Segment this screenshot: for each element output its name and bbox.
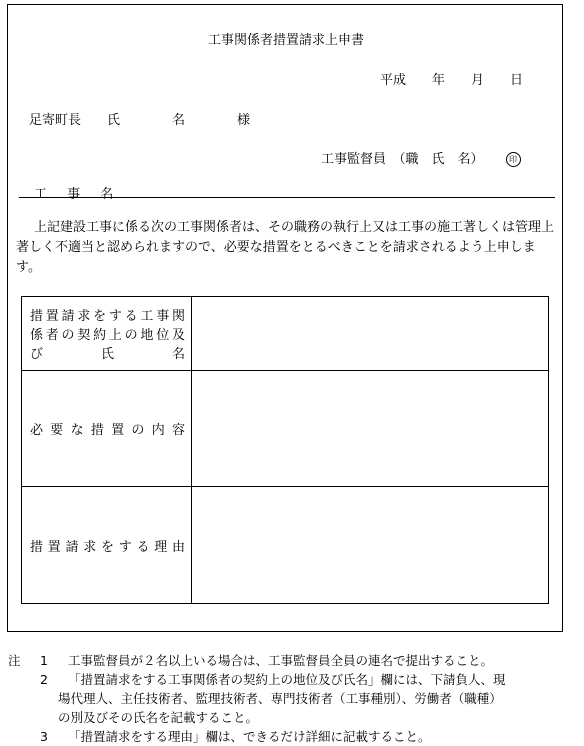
label-line: 措置請求をする理由 [30, 539, 185, 555]
document-title: 工事関係者措置請求上申書 [207, 33, 364, 48]
form-frame [7, 4, 563, 632]
table-row [22, 487, 549, 604]
row-label-position-name [22, 297, 192, 371]
date-line: 平成 年 月 日 [380, 73, 524, 88]
seal-icon: 印 [506, 152, 521, 167]
value-cell-position-name[interactable] [192, 297, 549, 371]
note-text: 工事監督員が２名以上いる場合は、工事監督員全員の連名で提出すること。 [68, 653, 494, 668]
note-3 [8, 727, 578, 746]
note-text: 「措置請求をする理由」欄は、できるだけ詳細に記載すること。 [68, 729, 431, 744]
label-line: 必要な措置の内容 [30, 423, 185, 438]
note-1 [8, 651, 578, 670]
table-row [22, 371, 549, 487]
note-number: 3 [40, 729, 48, 744]
row-label-measures [22, 371, 192, 487]
value-cell-measures[interactable] [192, 371, 549, 487]
note-number: 2 [40, 672, 48, 687]
notes-section [8, 651, 578, 746]
row-label-reason [22, 487, 192, 604]
note-text: 「措置請求をする工事関係者の契約上の地位及び氏名」欄には、下請負人、現 [68, 672, 506, 687]
note-text: 場代理人、主任技術者、監理技術者、専門技術者（工事種別）、労働者（職種） [58, 691, 502, 706]
label-line: び 氏 名 [30, 347, 185, 362]
project-name-label: 工 事 名 [34, 187, 122, 202]
addressee-line: 足寄町長 氏 名 様 [29, 113, 251, 128]
note-2 [8, 670, 578, 689]
request-table [21, 296, 549, 604]
table-row [22, 297, 549, 371]
note-text: の別及びその氏名を記載すること。 [58, 710, 259, 725]
note-number: 1 [40, 653, 48, 668]
note-2-cont [8, 689, 578, 708]
label-line: 措置請求をする工事関 [30, 309, 185, 324]
label-line: 係者の契約上の地位及 [30, 328, 185, 343]
request-body-text: 上記建設工事に係る次の工事関係者は、その職務の執行上又は工事の施工著しくは管理上著しく不適当と認められますので、必要な措置をとるべきことを請求されるよう上申します。 [16, 220, 555, 275]
note-2-cont [8, 708, 578, 727]
project-name-underline [19, 197, 555, 198]
inspector-label: 工事監督員 （職 氏 名） [321, 152, 484, 167]
value-cell-reason[interactable] [192, 487, 549, 604]
inspector-line [321, 148, 521, 167]
notes-heading: 注 [8, 653, 21, 668]
